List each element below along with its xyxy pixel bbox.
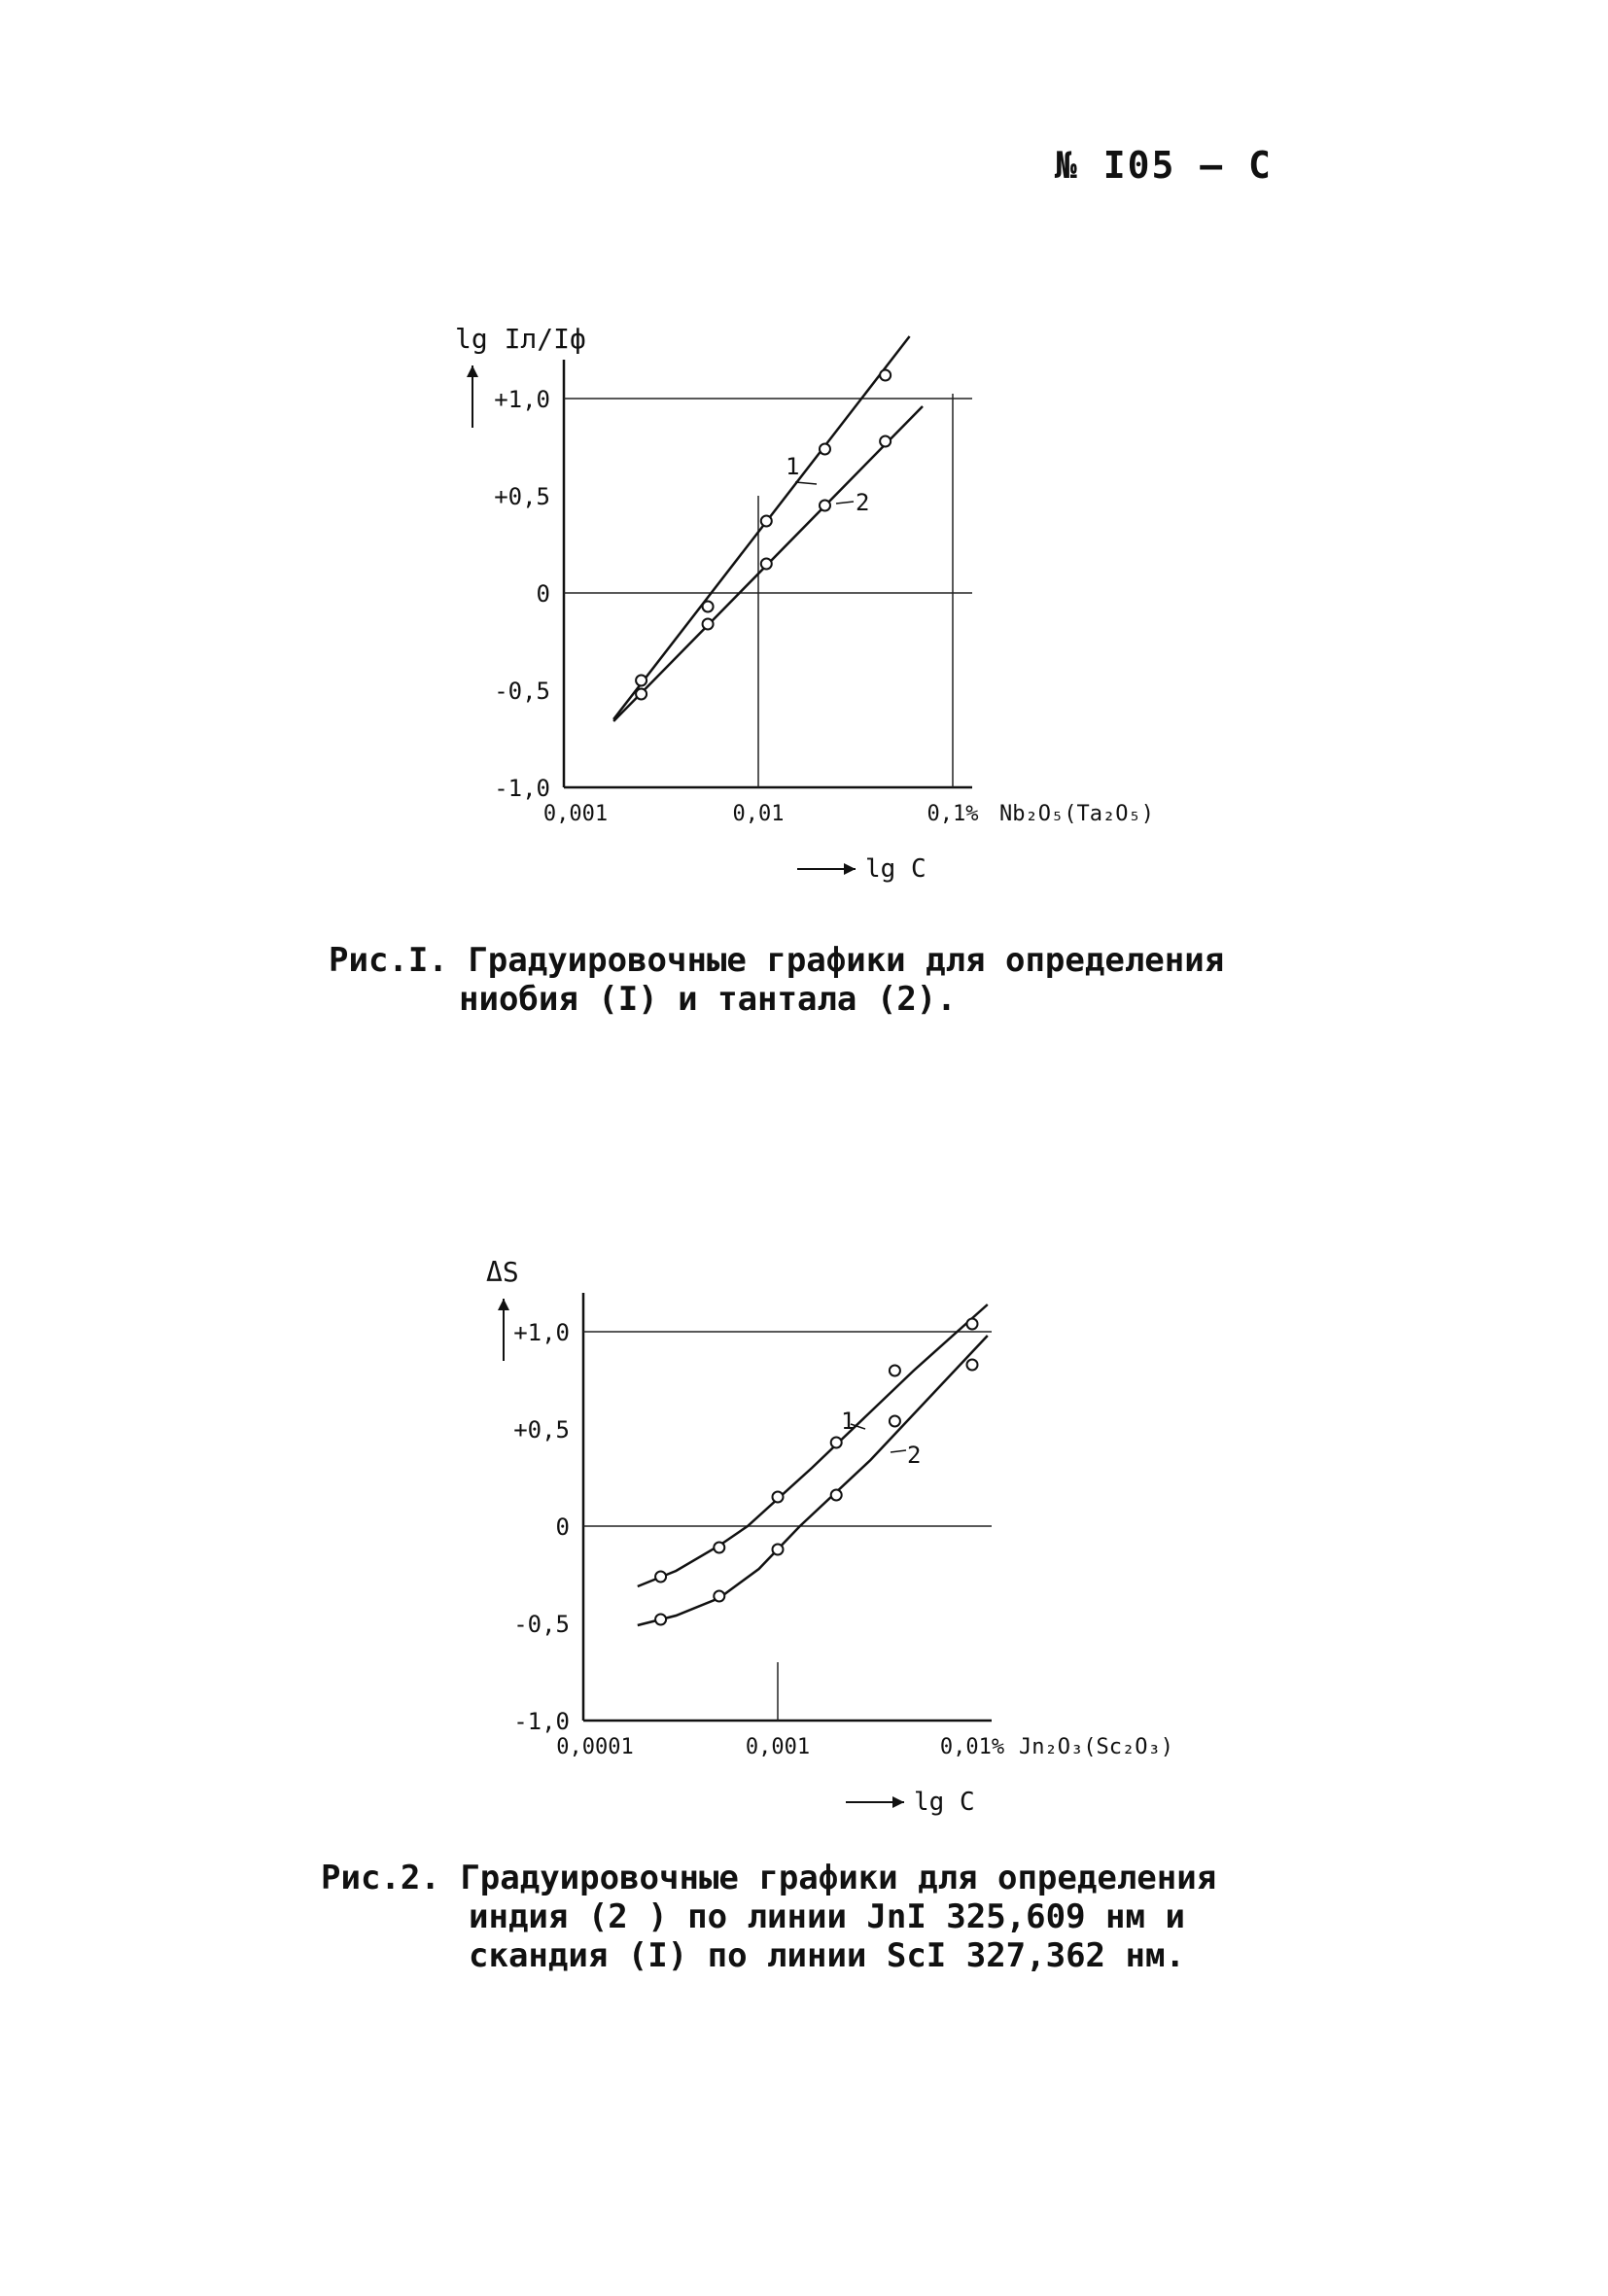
series-1-point-4 [890,1366,900,1376]
figure-2-caption-line-1: Градуировочные графики для определения [460,1859,1217,1897]
y-tick-label-4: +1,0 [494,386,550,413]
series-1-point-1 [703,602,714,612]
page-number: № I05 – C [1055,144,1273,187]
series-2-point-3 [831,1490,842,1501]
x-tick-label-1: 0,001 [745,1735,811,1759]
series-1-point-2 [773,1492,784,1503]
x-tick-label-2: 0,01% [939,1735,1005,1759]
series-2-leader [836,502,854,504]
series-label-1: 1 [841,1408,856,1435]
x-unit-label: Jn₂O₃(Sc₂O₃) [1019,1735,1173,1759]
series-1-point-1 [714,1543,724,1553]
series-1-point-0 [655,1572,666,1583]
x-tick-label-0: 0,0001 [556,1735,634,1759]
series-2-point-0 [636,689,647,700]
series-2-point-1 [703,619,714,630]
y-axis-label: ΔS [486,1256,519,1288]
x-axis-label: lg C [914,1788,975,1817]
series-1-point-0 [636,676,647,686]
y-axis-label: lg Iл/Iф [455,323,586,355]
x-tick-label-0: 0,001 [542,802,609,826]
y-tick-label-4: +1,0 [513,1319,570,1346]
series-1-line [638,1305,988,1586]
series-2-point-3 [820,501,830,511]
x-tick-label-2: 0,1% [926,802,979,826]
series-1-point-2 [761,516,772,527]
chart-indium-scandium [457,1256,1215,1831]
y-arrow-head [467,365,478,377]
series-label-2: 2 [856,489,870,516]
figure-1-caption-line-1: Градуировочные графики для определения [468,941,1225,980]
figure-2-caption-line-3: скандия (I) по линии ScI 327,362 нм. [469,1936,1185,1975]
series-label-1: 1 [786,453,800,480]
series-1-line [613,336,910,719]
y-arrow-head [498,1299,509,1310]
series-1-point-3 [820,444,830,455]
series-2-point-5 [967,1360,978,1371]
series-1-point-3 [831,1438,842,1448]
y-tick-label-1: -0,5 [494,678,550,705]
y-tick-label-0: -1,0 [494,775,550,802]
figure-1-label: Рис.I. [329,941,448,980]
series-2-point-2 [761,559,772,570]
figure-2-caption [321,1859,1216,1975]
chart-2-svg [457,1256,1215,1827]
y-tick-label-1: -0,5 [513,1611,570,1638]
series-2-point-2 [773,1545,784,1555]
x-axis-label: lg C [865,854,926,884]
figure-1-caption [329,941,1224,1019]
y-tick-label-3: +0,5 [494,483,550,510]
x-arrow-head [844,863,856,875]
series-2-point-1 [714,1591,724,1602]
y-tick-label-2: 0 [536,580,550,608]
y-tick-label-3: +0,5 [513,1416,570,1444]
series-2-point-4 [890,1416,900,1427]
chart-1-svg [428,311,1167,914]
series-2-line [638,1336,988,1625]
series-2-point-4 [880,436,891,447]
series-1-leader [795,482,817,484]
x-unit-label: Nb₂O₅(Ta₂O₅) [999,802,1154,826]
y-tick-label-0: -1,0 [513,1708,570,1735]
x-tick-label-1: 0,01 [732,802,785,826]
series-1-point-4 [880,370,891,381]
figure-1-caption-line-2: ниобия (I) и тантала (2). [459,980,957,1019]
series-2-leader [891,1450,906,1452]
y-tick-label-2: 0 [555,1513,570,1541]
figure-2-label: Рис.2. [321,1859,440,1897]
x-arrow-head [892,1796,904,1808]
chart-niobium-tantalum [428,311,1167,918]
series-2-point-0 [655,1615,666,1625]
series-label-2: 2 [907,1442,922,1469]
series-1-point-5 [967,1319,978,1330]
figure-2-caption-line-2: индия (2 ) по линии JnI 325,609 нм и [469,1897,1185,1936]
